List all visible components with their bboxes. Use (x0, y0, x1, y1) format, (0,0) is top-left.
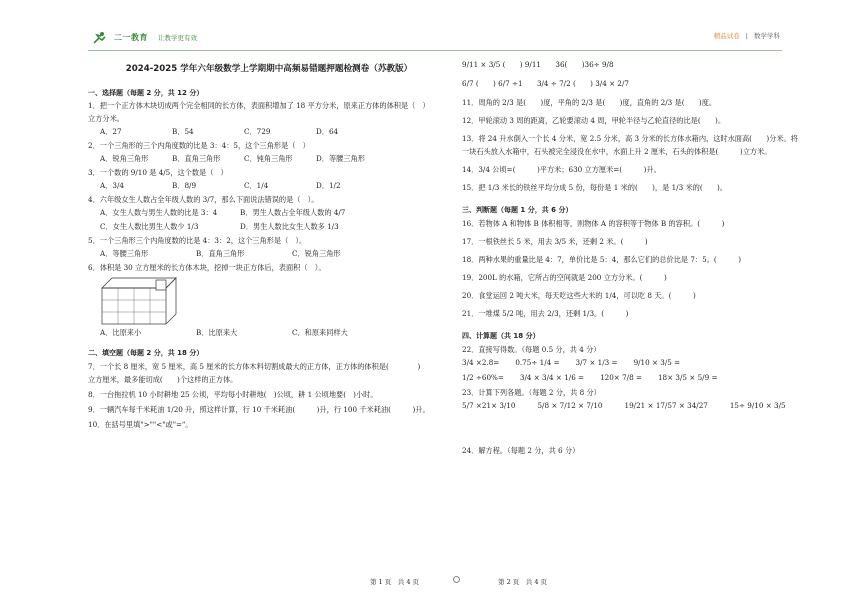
question-16: 16．若物体 A 和物体 B 体积相等，则物体 A 的容积等于物体 B 的容积。( ) (462, 218, 725, 228)
question-19: 19．200L 的水箱，它所占的空间就是 200 立方分米。( ) (462, 272, 667, 282)
option[interactable]: B．直角三角形 (172, 154, 221, 164)
compare-row-1: 9/11 × 3/5 ( ) 9/11 36( )36÷ 9/8 (462, 60, 614, 69)
option[interactable]: C．和原来同样大 (292, 328, 348, 338)
question-4-options-a (100, 208, 450, 217)
logo-text: 二一教育 (114, 33, 148, 42)
question-5-options (100, 249, 450, 258)
calc-item: 0.75÷ 1/4 = (515, 357, 560, 367)
section-judge: 三、判断题（每题 1 分，共 6 分） (462, 206, 573, 214)
question-1-cont: 立方分米。 (88, 114, 124, 124)
section-fill: 二、填空题（每题 2 分，共 18 分） (88, 349, 204, 358)
question-3-options (100, 181, 450, 190)
option[interactable]: B．54 (172, 127, 194, 137)
calc-item: 9/10 × 3/5 = (633, 357, 681, 367)
section-choice: 一、选择题（每题 2 分，共 12 分） (88, 88, 204, 97)
calc-item: 5/8 × 7/12 × 7/10 (537, 400, 603, 410)
option[interactable]: C．1/4 (244, 181, 269, 191)
option[interactable]: A．女生人数与男生人数的比是 3：4 (100, 208, 218, 218)
question-6-options (100, 328, 450, 337)
question-2: 2．一个三角形的三个内角度数的比是 3：4：5，这个三角形是（ ） (88, 141, 310, 151)
cuboid-figure (100, 276, 180, 326)
page-header (90, 30, 780, 48)
question-15: 15．把 1/3 米长的铁丝平均分成 5 份，每份是 1 米的( )，是 1/3 米的( )。 (462, 183, 727, 192)
option[interactable]: C．钝角三角形 (244, 154, 293, 164)
calc-item: 15÷ 9/10 × 3/5 (729, 400, 786, 410)
question-8: 8．一台拖拉机 10 小时耕地 25 公顷，平均每小时耕地( )公顷，耕 1 公顷地要( )小时。 (88, 390, 378, 400)
question-20: 20．食堂运回 2 吨大米，每天吃这些大米的 1/4，可以吃 8 天。( ) (462, 290, 696, 300)
calc-item: 3/4 × 3/4 × 1/6 = (519, 372, 585, 382)
compare-row-2: 6/7 ( ) 6/7 ÷1 3/4 ÷ 7/2 ( ) 3/4 × 2/7 (462, 79, 629, 88)
option[interactable]: D．等腰三角形 (316, 154, 365, 164)
question-21: 21．一堆煤 5/2 吨，用去 2/3，还剩 1/3。( ) (462, 308, 629, 318)
question-9: 9．一辆汽车每千米耗油 1/20 升，照这样计算，行 10 千米耗油( )升，行 100 千米耗油( )升。 (88, 405, 430, 415)
option[interactable]: A．锐角三角形 (100, 154, 149, 164)
slogan: 让教学更有效 (158, 33, 197, 42)
option[interactable]: C．锐角三角形 (292, 249, 341, 259)
calc-item: 18× 3/5 × 5/9 = (657, 372, 718, 382)
calc-item: 1/2 ÷60%= (462, 372, 504, 382)
option[interactable]: A．等腰三角形 (100, 249, 149, 259)
left-column (88, 56, 450, 433)
question-17: 17．一根铁丝长 5 米，用去 3/5 米，还剩 2 米。( ) (462, 236, 648, 246)
option[interactable]: A．比原来小 (100, 328, 142, 338)
tag-sep: | (745, 32, 748, 40)
question-22: 22．直接写得数。（每题 0.5 分，共 4 分） (462, 344, 601, 354)
logo (90, 30, 197, 46)
calc-item: 120× 7/8 = (600, 372, 642, 382)
header-tags (714, 32, 780, 40)
calc-row-1 (462, 358, 824, 367)
section-calc: 四、计算题（共 18 分） (462, 331, 540, 340)
question-24: 24．解方程。（每题 2 分，共 6 分） (462, 445, 580, 455)
question-4: 4．六年级女生人数占全年级人数的 3/7，那么下面说法错误的是（ ）。 (88, 195, 319, 205)
question-6: 6．体积是 30 立方厘米的长方体木块，挖掉一块正方体后，表面积（ ）。 (88, 263, 326, 273)
question-13: 13．将 24 升水倒入一个长 4 分米，宽 2.5 分米，高 3 分米的长方体水箱内，这时水面高( )分米。将 (462, 134, 798, 143)
page-number-left: 第 1 页 共 4 页 (370, 578, 420, 586)
header-divider (88, 50, 782, 51)
option[interactable]: B．直角三角形 (196, 249, 245, 259)
calc-item: 3/7 × 1/3 = (575, 357, 618, 367)
question-2-options (100, 154, 450, 163)
page-number-right: 第 2 页 共 4 页 (498, 578, 548, 586)
option[interactable]: B．比原来大 (196, 328, 238, 338)
tag-premium: 精品试卷 (713, 32, 740, 40)
question-1: 1．把一个正方体木块切成两个完全相同的长方体，表面积增加了 18 平方分米，原来正方体的体积是（ ） (88, 101, 430, 111)
exam-title: 2024-2025 学年六年级数学上学期期中高频易错题押题检测卷（苏教版） (125, 64, 413, 74)
question-10: 10．在括号里填">""<"或"="。 (88, 420, 193, 430)
question-13-cont: 一块石头放入水箱中，石头被完全浸没在水中，水面上升 2 厘米，石头的体积是( )立方米。 (462, 147, 772, 156)
binding-circle-icon (453, 576, 460, 583)
calc-item: 3/4 ×2.8= (462, 357, 500, 367)
question-14: 14．3/4 公顷=( )平方米；630 立方厘米=( )升。 (462, 165, 661, 174)
question-11: 11．周角的 2/3 是( )度，平角的 2/3 是( )度，直角的 2/3 是( )度。 (462, 98, 717, 107)
option[interactable]: C．女生人数比男生人数少 1/3 (100, 222, 199, 232)
tag-subject: 数学学科 (754, 32, 780, 40)
option[interactable]: D．1/2 (316, 181, 341, 191)
question-7: 7．一个长 8 厘米，宽 5 厘米，高 5 厘米的长方体木料切割成最大的正方体，正方体的体积是( ) (88, 362, 421, 372)
calc-item: 19/21 × 17/57 × 34/27 (624, 400, 708, 410)
option[interactable]: B．8/9 (172, 181, 197, 191)
option[interactable]: A．3/4 (100, 181, 124, 191)
option[interactable]: D．男生人数比女生人数多 1/3 (240, 222, 339, 232)
question-23: 23．计算下列各题。（每题 2 分，共 8 分） (462, 387, 601, 397)
question-1-options (100, 127, 450, 136)
calc-item: 5/7 ×21× 3/10 (462, 400, 516, 410)
option[interactable]: A．27 (100, 127, 122, 137)
calc-row-3 (462, 401, 824, 410)
calc-row-2 (462, 373, 824, 382)
option[interactable]: B．男生人数占全年级人数的 4/7 (240, 208, 346, 218)
option[interactable]: D．64 (316, 127, 339, 137)
question-3: 3．一个数的 9/10 是 4/5，这个数是（ ） (88, 168, 228, 178)
runner-logo-icon (90, 31, 110, 45)
option[interactable]: C．729 (244, 127, 271, 137)
right-column (462, 60, 824, 459)
question-7-cont: 立方厘米，最多能切成( )个这样的正方体。 (88, 375, 238, 385)
question-12: 12．甲轮滚动 3 周的距离，乙轮要滚动 4 周，甲轮半径与乙轮直径的比是( )。 (462, 116, 726, 125)
question-18: 18．两种水果的重量比是 4：7，单价比是 5：4，那么它们的总价比是 7：5。( ) (462, 254, 742, 264)
question-5: 5．一个三角形三个内角度数的比是 4：3：2，这个三角形是（ ）。 (88, 236, 307, 246)
question-4-options-b (100, 222, 450, 231)
